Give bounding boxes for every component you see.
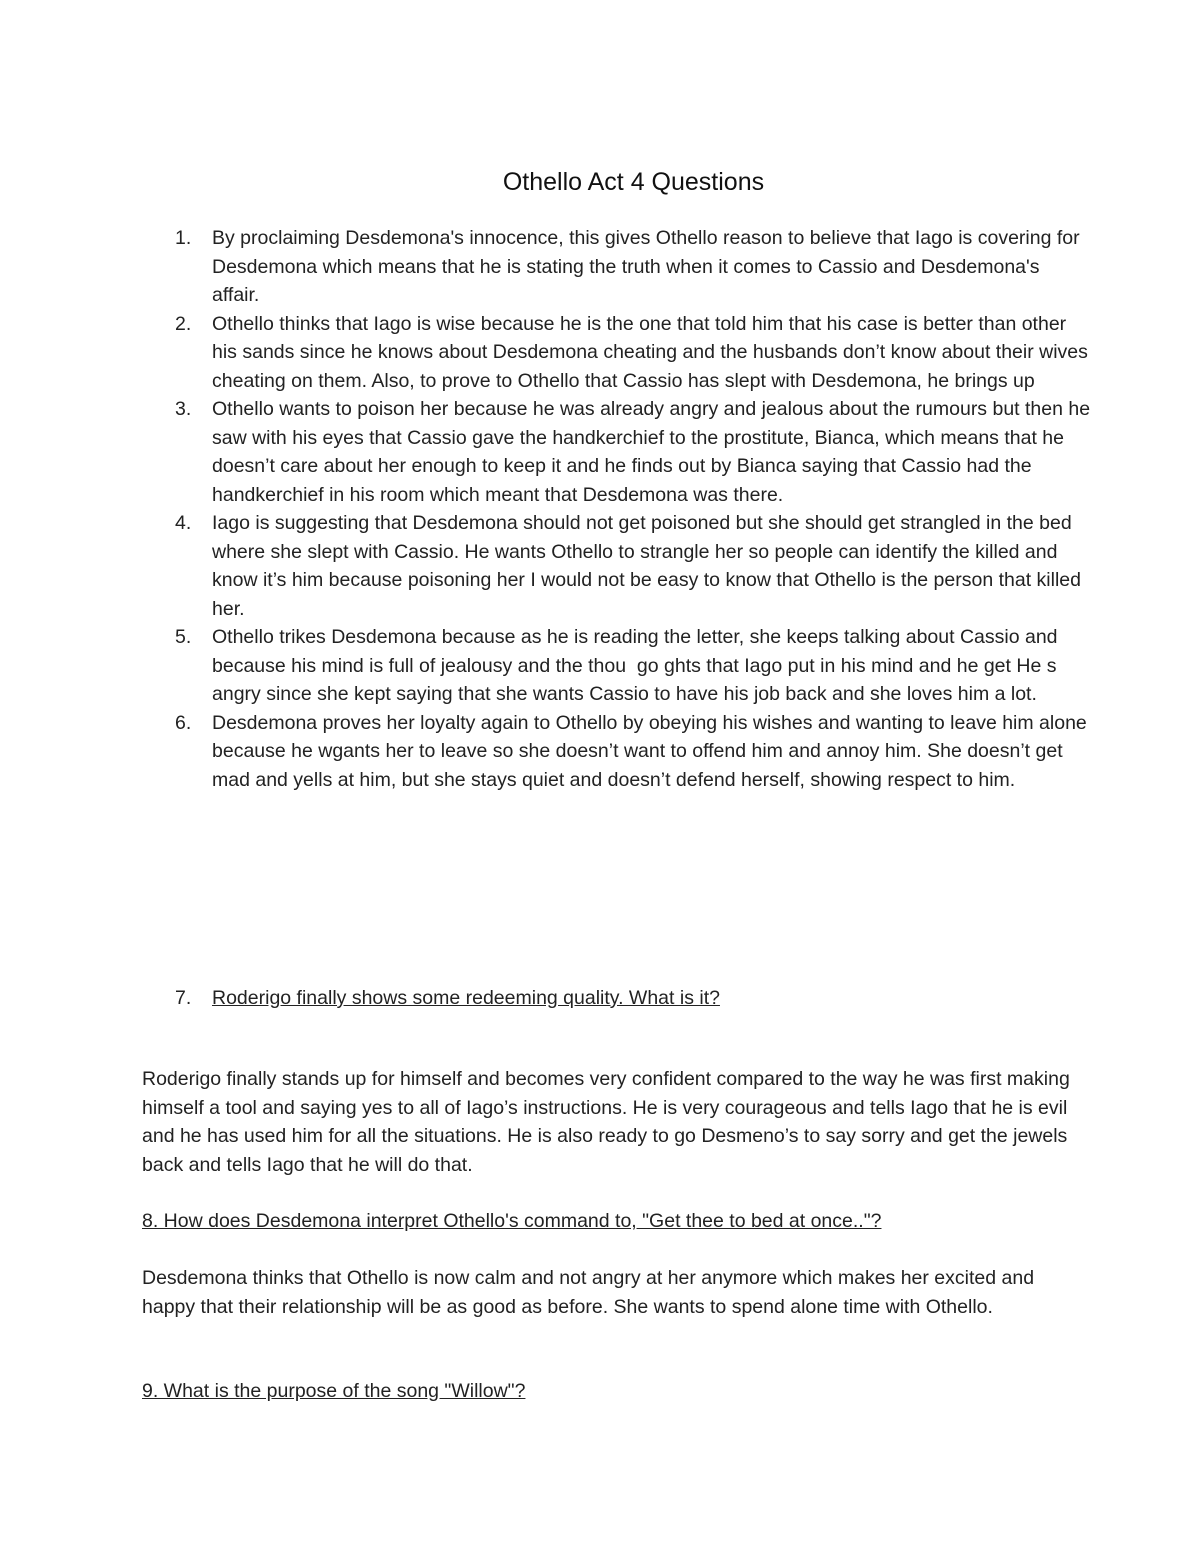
- answer-text: Othello trikes Desdemona because as he is reading the letter, she keeps talking about Cassio and because his mind is full of jealousy and the thou go ghts that Iago put in his mind and he get He s angry since she kept saying that she wants Cassio to have his job back and she loves him a lot.: [212, 626, 1063, 705]
- answer-text: Iago is suggesting that Desdemona should not get poisoned but she should get strangled in the bed where she slept with Cassio. He wants Othello to strangle her so people can identify the killed and know it’s him because poisoning her I would not be easy to know that Othello is the person that killed her.: [212, 512, 1087, 620]
- list-number: 4.: [175, 512, 192, 534]
- list-item: [0, 984, 1200, 1013]
- question-8: 8. How does Desdemona interpret Othello's command to, "Get thee to bed at once.."?: [142, 1210, 882, 1232]
- list-item: [0, 224, 1200, 310]
- list-item: [0, 709, 1200, 795]
- question-9: 9. What is the purpose of the song "Willow"?: [142, 1380, 526, 1402]
- list-item: [0, 310, 1200, 396]
- answer-text: Othello thinks that Iago is wise because he is the one that told him that his case is better than other his sands since he knows about Desdemona cheating and the husbands don’t know about their wives cheating on them. Also, to prove to Othello that Cassio has slept with Desdemona, he brings up: [212, 312, 1094, 392]
- list-number: 5.: [175, 626, 192, 648]
- answer-text: Desdemona proves her loyalty again to Othello by obeying his wishes and wanting to leave him alone because he wgants her to leave so she doesn’t want to offend him and annoy him. She doesn’t get mad and yells at him, but she stays quiet and doesn’t defend herself, showing respect to him.: [212, 711, 1093, 791]
- answer-7: Roderigo finally stands up for himself and becomes very confident compared to the way he was first making himself a tool and saying yes to all of Iago’s instructions. He is very courageous and tells Iago that he is evil and he has used him for all the situations. He is also ready to go Desmeno’s to say sorry and get the jewels back and tells Iago that he will do that.: [142, 1068, 1070, 1176]
- list-item: [0, 623, 1200, 709]
- list-number: 1.: [175, 227, 192, 249]
- list-number: 2.: [175, 312, 192, 335]
- answer-list: [0, 224, 1200, 794]
- question-7-list: [0, 984, 1200, 1013]
- list-number: 3.: [175, 398, 192, 420]
- list-number: 6.: [175, 711, 192, 734]
- document-title: Othello Act 4 Questions: [502, 168, 765, 196]
- list-item: [0, 395, 1200, 509]
- list-item: [0, 509, 1200, 623]
- list-number: 7.: [175, 987, 192, 1009]
- answer-8: Desdemona thinks that Othello is now calm and not angry at her anymore which makes her excited and happy that their relationship will be as good as before. She wants to spend alone time with Othello.: [142, 1267, 1035, 1318]
- question-7: Roderigo finally shows some redeeming quality. What is it?: [212, 987, 720, 1009]
- answer-text: Othello wants to poison her because he was already angry and jealous about the rumours but then he saw with his eyes that Cassio gave the handkerchief to the prostitute, Bianca, which means that he doesn’t care about her enough to keep it and he finds out by Bianca saying that Cassio had the handkerchief in his room which meant that Desdemona was there.: [212, 398, 1096, 506]
- answer-text: By proclaiming Desdemona's innocence, this gives Othello reason to believe that Iago is covering for Desdemona which means that he is stating the truth when it comes to Cassio and Desdemona's affair.: [212, 227, 1086, 306]
